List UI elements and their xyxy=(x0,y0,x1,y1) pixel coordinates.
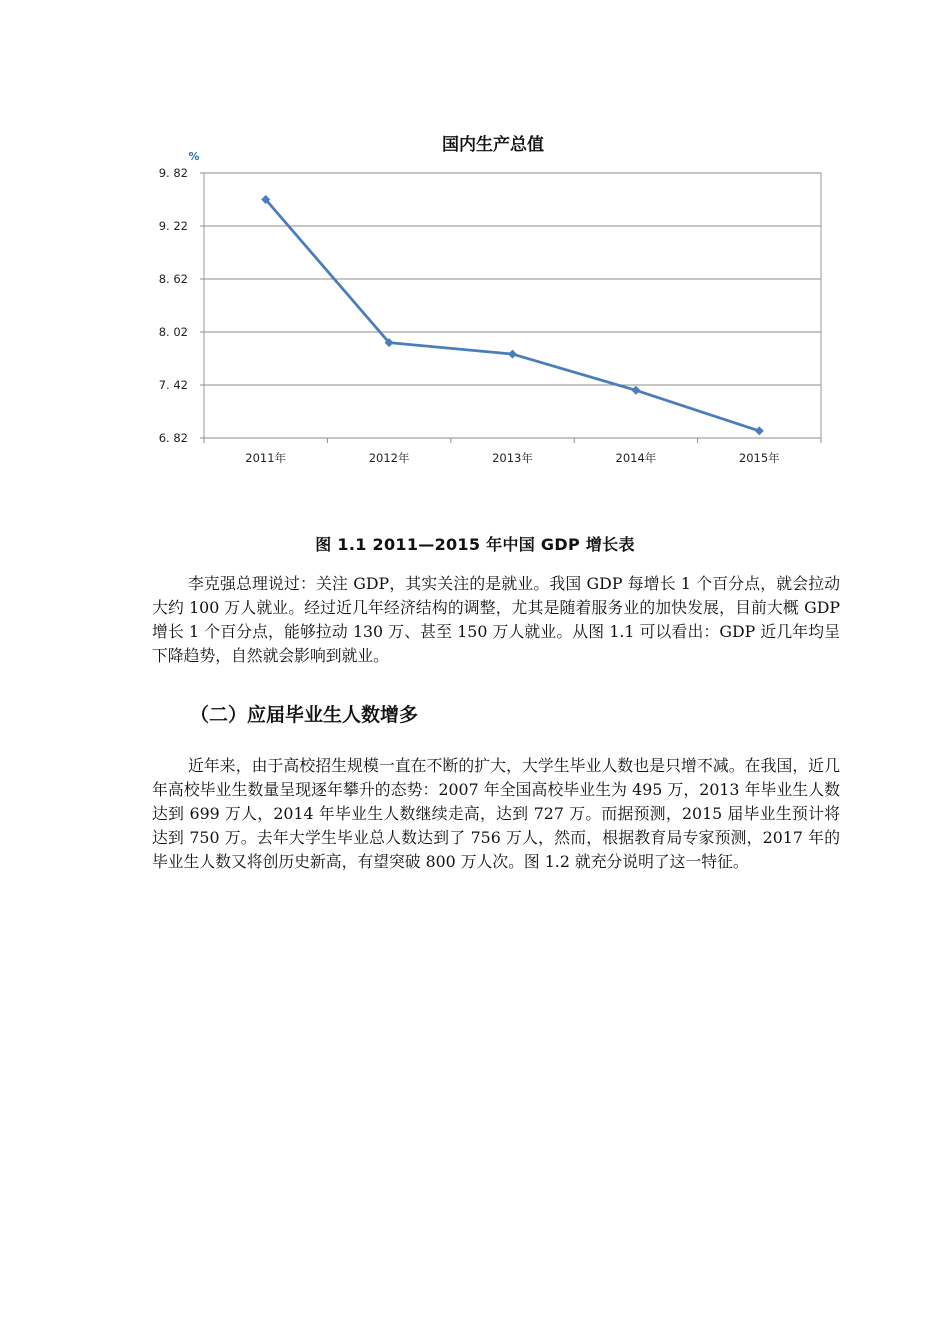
data-point xyxy=(508,350,517,359)
section-heading: （二）应届毕业生人数增多 xyxy=(190,704,419,726)
y-tick-label: 9. 22 xyxy=(158,219,188,233)
x-tick-label: 2014年 xyxy=(615,451,657,465)
chart-svg xyxy=(140,120,840,490)
data-point xyxy=(631,386,640,395)
y-tick-label: 8. 62 xyxy=(158,272,188,286)
x-tick-label: 2013年 xyxy=(492,451,533,465)
gdp-line-chart xyxy=(140,120,840,490)
paragraph-gdp: 李克强总理说过：关注 GDP，其实关注的是就业。我国 GDP 每增长 1 个百分点，就会拉动大约 100 万人就业。经过近几年经济结构的调整，尤其是随着服务业的加快发展，目前大概 GDP 增长 1 个百分点，能够拉动 130 万、甚至 150 万人就业。从图 1.1 可以看出：GDP 近几年均呈下降趋势，自然就会影响到就业。 xyxy=(152,574,840,665)
series-layer xyxy=(261,195,764,435)
y-tick-label: 6. 82 xyxy=(158,431,188,445)
paragraph-graduates: 近年来，由于高校招生规模一直在不断的扩大，大学生毕业人数也是只增不减。在我国，近几年高校毕业生数量呈现逐年攀升的态势：2007 年全国高校毕业生为 495 万，2013 年毕业生人数达到 699 万人，2014 年毕业生人数继续走高，达到 727 万。而据预测，2015 届毕业生预计将达到 750 万。去年大学生毕业总人数达到了 756 万人，然而，根据教育局专家预测，2017 年的毕业生人数又将创历史新高，有望突破 800 万人次。图 1.2 就充分说明了这一特征。 xyxy=(152,756,840,871)
data-point xyxy=(755,426,764,435)
plot-border xyxy=(204,173,821,438)
y-tick-label: 9. 82 xyxy=(158,166,188,180)
y-tick-label: 7. 42 xyxy=(158,378,188,392)
y-tick-label: 8. 02 xyxy=(158,325,188,339)
chart-title: 国内生产总值 xyxy=(442,135,544,155)
y-axis-unit: % xyxy=(188,150,200,163)
x-tick-label: 2012年 xyxy=(368,451,410,465)
figure-caption: 图 1.1 2011—2015 年中国 GDP 增长表 xyxy=(315,535,635,554)
grid-layer xyxy=(204,173,821,438)
axis-layer xyxy=(159,166,821,465)
x-tick-label: 2015年 xyxy=(738,451,780,465)
series-line xyxy=(266,200,760,431)
x-tick-label: 2011年 xyxy=(245,451,287,465)
